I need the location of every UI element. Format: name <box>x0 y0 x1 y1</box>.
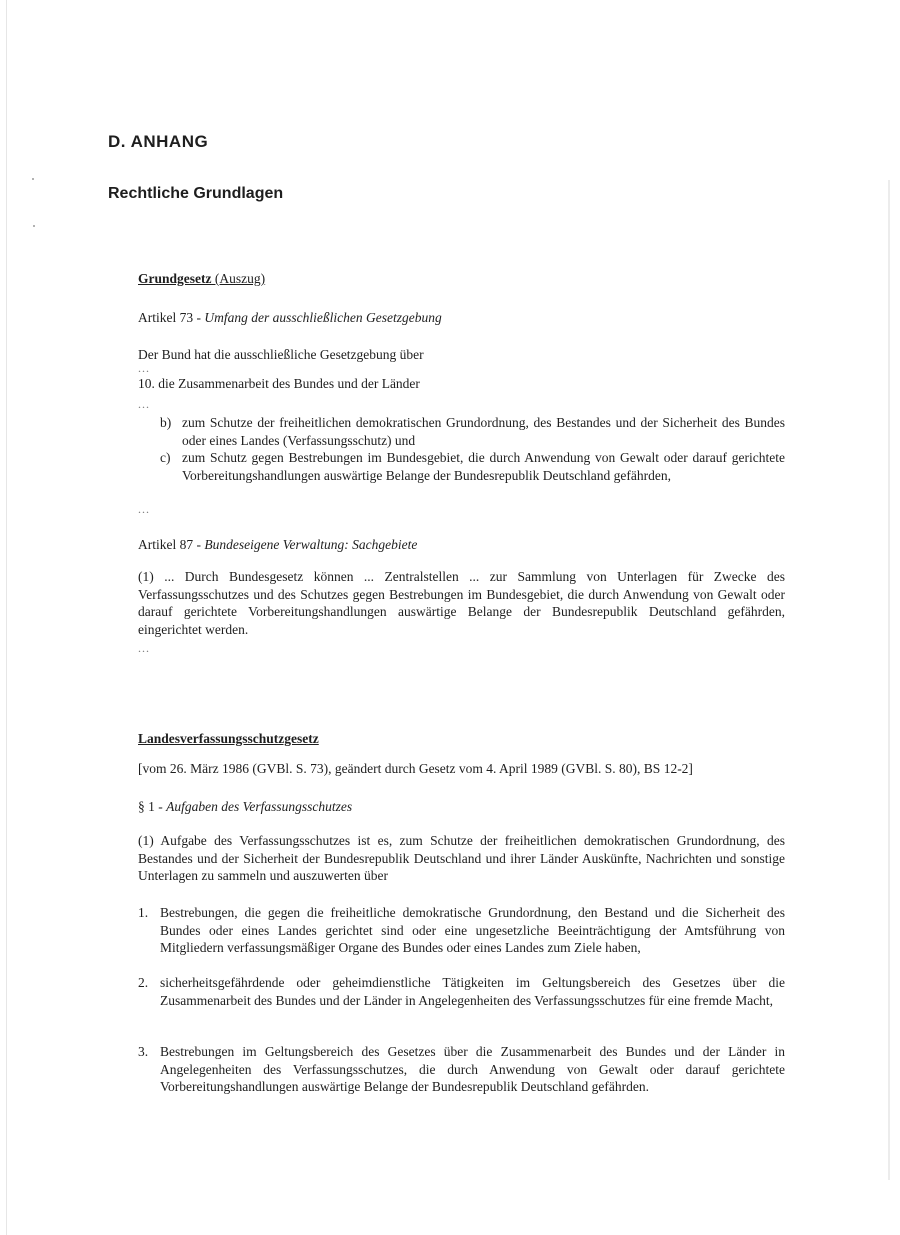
ellipsis: ... <box>138 397 150 411</box>
sub-item-b-marker: b) <box>160 415 172 430</box>
lvsg-citation: [vom 26. März 1986 (GVBl. S. 73), geändert durch Gesetz vom 4. April 1989 (GVBl. S. 80), BS 12-2] <box>138 761 693 776</box>
para-1-prefix: § 1 - <box>138 799 167 814</box>
sub-item-c-text: zum Schutz gegen Bestrebungen im Bundesgebiet, die durch Anwendung von Gewalt oder darauf gerichtete Vorbereitungshandlungen auswärtige Belange der Bundesrepublik Deutschland gefährden, <box>182 450 785 483</box>
sub-item-b-text: zum Schutze der freiheitlichen demokratischen Grundordnung, des Bestandes und der Sicherheit des Bundes oder eines Landes (Verfassungsschutz) und <box>182 415 785 448</box>
sub-item-c-marker: c) <box>160 450 171 465</box>
list-item <box>138 904 785 957</box>
list-item-marker: 2. <box>138 975 149 990</box>
article-73-heading <box>138 309 442 327</box>
ellipsis: ... <box>138 361 150 375</box>
page-edge-left <box>6 0 7 1235</box>
list-item <box>138 974 785 1009</box>
appendix-title: D. ANHANG <box>108 132 209 151</box>
grundgesetz-title-note: (Auszug) <box>211 271 266 286</box>
list-item-marker: 1. <box>138 905 149 920</box>
ellipsis: ... <box>138 641 150 655</box>
appendix-subtitle: Rechtliche Grundlagen <box>108 185 284 202</box>
article-87-title: Bundeseigene Verwaltung: Sachgebiete <box>204 537 418 552</box>
ellipsis: ... <box>138 502 150 516</box>
list-item <box>138 1043 785 1096</box>
article-87-heading <box>138 536 417 554</box>
sub-item-c <box>160 449 785 484</box>
article-73-prefix: Artikel 73 - <box>138 310 205 325</box>
page-edge-right <box>888 180 890 1180</box>
grundgesetz-title <box>138 271 265 287</box>
article-73-title: Umfang der ausschließlichen Gesetzgebung <box>204 310 442 325</box>
bund-text: Der Bund hat die ausschließliche Gesetzgebung über <box>138 347 424 362</box>
grundgesetz-title-main: Grundgesetz <box>138 271 212 286</box>
article-87-prefix: Artikel 87 - <box>138 537 205 552</box>
scan-speck <box>33 225 35 227</box>
article-87-text: (1) ... Durch Bundesgesetz können ... Zentralstellen ... zur Sammlung von Unterlagen für Zwecke des Verfassungsschutzes und des Schutzes gegen Bestrebungen im Bundesgebiet, die durch Anwendung von Gewalt oder darauf gerichtete Vorbereitungshandlungen auswärtige Belange der Bundesrepublik Deutschland gefährden, eingerichtet werden. <box>138 569 785 637</box>
list-item-text: Bestrebungen, die gegen die freiheitliche demokratische Grundordnung, den Bestand und die Sicherheit des Bundes oder eines Landes gerichtet sind oder eine ungesetzliche Beeinträchtigung der Amtsführung von Mitgliedern verfassungsmäßiger Organe des Bundes oder eines Landes zum Ziele haben, <box>160 905 785 955</box>
lvsg-title <box>138 731 319 747</box>
item-10: 10. die Zusammenarbeit des Bundes und der Länder <box>138 376 420 391</box>
para-1-text: (1) Aufgabe des Verfassungsschutzes ist es, zum Schutze der freiheitlichen demokratischen Grundordnung, des Bestandes und der Sicherheit der Bundesrepublik Deutschland und ihrer Länder Auskünfte, Nachrichten und sonstige Unterlagen zu sammeln und auszuwerten über <box>138 833 785 883</box>
list-item-marker: 3. <box>138 1044 149 1059</box>
lvsg-title-main: Landesverfassungsschutzgesetz <box>138 731 319 746</box>
sub-item-b <box>160 414 785 449</box>
list-item-text: Bestrebungen im Geltungsbereich des Gesetzes über die Zusammenarbeit des Bundes und der Länder in Angelegenheiten des Verfassungsschutzes, die durch Anwendung von Gewalt oder darauf gerichtete Vorbereitungshandlungen auswärtige Belange der Bundesrepublik Deutschland gefährden. <box>160 1044 785 1094</box>
para-1-title: Aufgaben des Verfassungsschutzes <box>166 799 353 814</box>
list-item-text: sicherheitsgefährdende oder geheimdienstliche Tätigkeiten im Geltungsbereich des Gesetzes über die Zusammenarbeit des Bundes und der Länder in Angelegenheiten des Verfassungsschutzes für eine fremde Macht, <box>160 975 785 1008</box>
para-1-heading <box>138 798 352 816</box>
scan-speck <box>32 178 34 180</box>
